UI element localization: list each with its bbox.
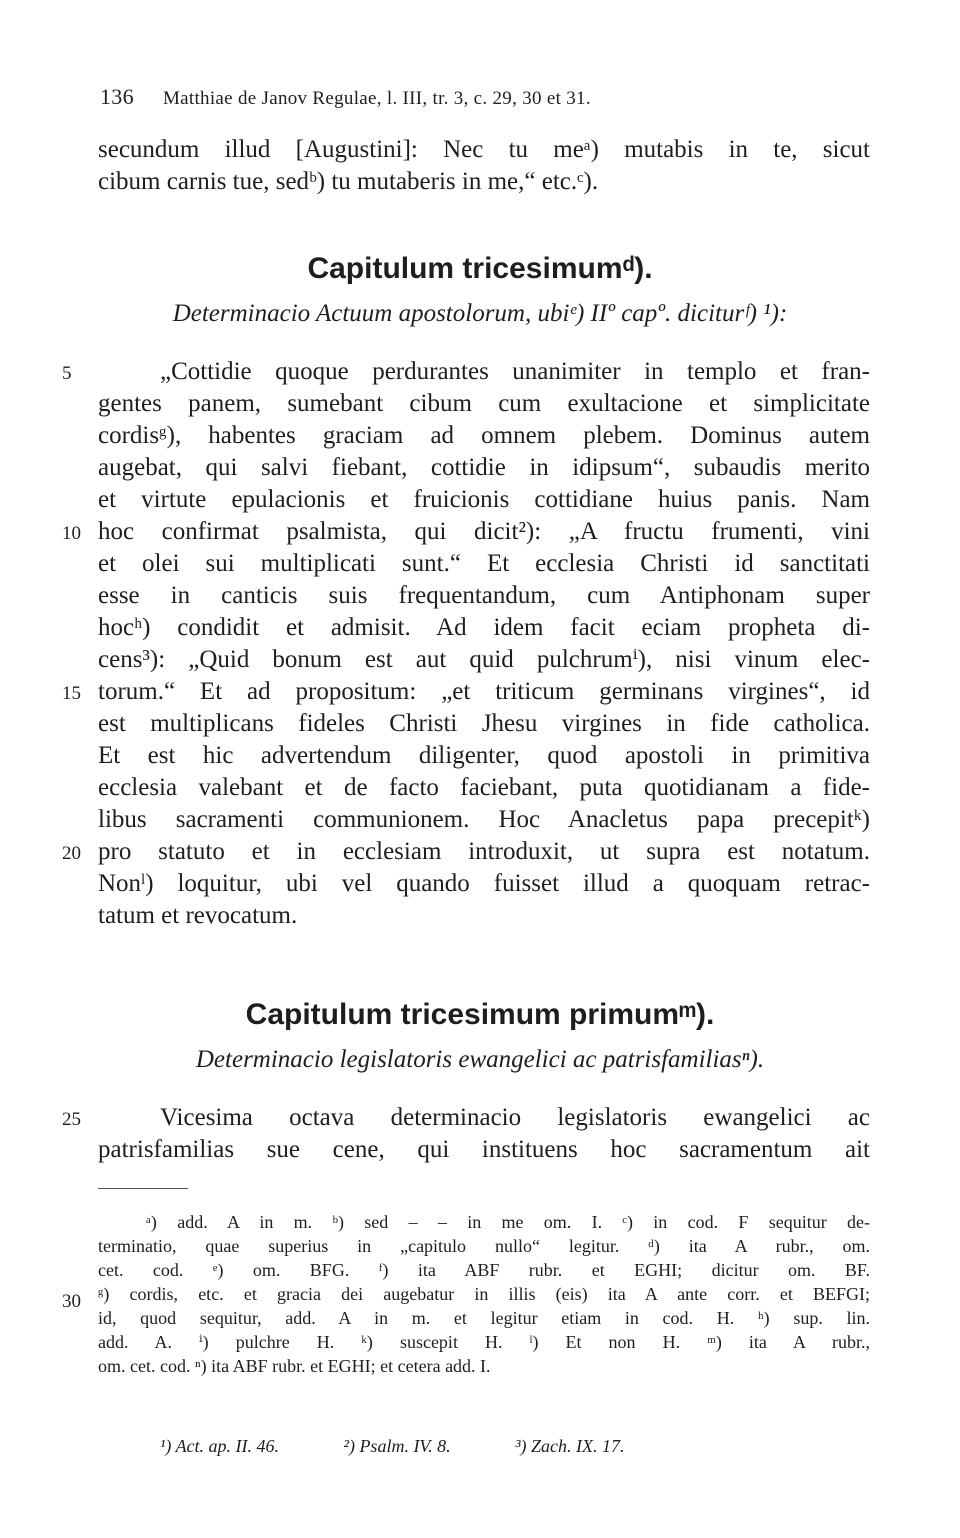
chapter-31-heading: Capitulum tricesimum primumᵐ). xyxy=(245,998,715,1031)
line-number: 25 xyxy=(62,1109,81,1130)
footnote-line: add. A. ⁱ) pulchre H. ᵏ) suscepit H. ˡ) Et non H. ᵐ) ita A rubr., xyxy=(98,1332,870,1352)
text-line: cordisᵍ), habentes graciam ad omnem plebem. Dominus autem xyxy=(98,422,870,449)
text-line: Nonˡ) loquitur, ubi vel quando fuisset illud a quoquam retrac- xyxy=(98,870,870,897)
source-note: ²) Psalm. IV. 8. xyxy=(343,1436,451,1456)
running-title: Matthiae de Janov Regulae, l. III, tr. 3, c. 29, 30 et 31. xyxy=(162,88,591,109)
text-line: augebat, qui salvi fiebant, cottidie in idipsum“, subaudis merito xyxy=(98,454,870,481)
text-line: tatum et revocatum. xyxy=(98,902,298,929)
text-line: est multiplicans fideles Christi Jhesu virgines in fide catholica. xyxy=(98,710,870,737)
text-line: et olei sui multiplicati sunt.“ Et ecclesia Christi id sanctitati xyxy=(98,550,870,577)
text-line: esse in canticis suis frequentandum, cum Antiphonam super xyxy=(98,582,870,609)
chapter-31-body xyxy=(98,1102,870,1166)
text-line: hocʰ) condidit et admisit. Ad idem facit eciam propheta di- xyxy=(98,614,870,641)
text-line: torum.“ Et ad propositum: „et triticum germinans virgines“, id xyxy=(98,678,870,705)
footnote-line: cet. cod. ᵉ) om. BFG. ᶠ) ita ABF rubr. et EGHI; dicitur om. BF. xyxy=(98,1260,870,1280)
source-note: ¹) Act. ap. II. 46. xyxy=(160,1436,280,1456)
line-number: 30 xyxy=(62,1291,81,1312)
footnote-line: om. cet. cod. ⁿ) ita ABF rubr. et EGHI; et cetera add. I. xyxy=(98,1356,491,1376)
text-line: cibum carnis tue, sedᵇ) tu mutaberis in me,“ etc.ᶜ). xyxy=(98,168,599,195)
footnote-separator xyxy=(98,1188,188,1189)
text-line: patrisfamilias sue cene, qui instituens hoc sacramentum ait xyxy=(98,1136,870,1163)
text-line: cens³): „Quid bonum est aut quid pulchrumⁱ), nisi vinum elec- xyxy=(98,646,870,673)
line-number: 5 xyxy=(62,363,72,384)
text-line: pro statuto et in ecclesiam introduxit, ut supra est notatum. xyxy=(98,838,870,865)
text-line: Vicesima octava determinacio legislatoris ewangelici ac xyxy=(160,1104,870,1131)
footnote-line: id, quod sequitur, add. A in m. et legitur etiam in cod. H. ʰ) sup. lin. xyxy=(98,1308,870,1328)
text-line: hoc confirmat psalmista, qui dicit²): „A fructu frumenti, vini xyxy=(98,518,870,545)
text-line: ecclesia valebant et de facto faciebant, puta quotidianam a fide- xyxy=(98,774,870,801)
text-line: Et est hic advertendum diligenter, quod apostoli in primitiva xyxy=(98,742,870,769)
chapter-30-subheading: Determinacio Actuum apostolorum, ubiᵉ) IIº capº. diciturᶠ) ¹): xyxy=(172,300,788,327)
footnote-line: terminatio, quae superius in „capitulo nullo“ legitur. ᵈ) ita A rubr., om. xyxy=(98,1236,870,1256)
text-line: secundum illud [Augustini]: Nec tu meᵃ) mutabis in te, sicut xyxy=(98,136,870,163)
source-references xyxy=(160,1436,685,1457)
footnote-line: ᵃ) add. A in m. ᵇ) sed – – in me om. I. ᶜ) in cod. F sequitur de- xyxy=(146,1212,870,1232)
footnote-line: ᵍ) cordis, etc. et gracia dei augebatur in illis (eis) ita A ante corr. et BEFGI; xyxy=(98,1284,870,1304)
chapter-30-body xyxy=(98,356,870,932)
chapter-30-heading: Capitulum tricesimumᵈ). xyxy=(307,252,653,285)
source-note: ³) Zach. IX. 17. xyxy=(515,1436,625,1456)
text-line: „Cottidie quoque perdurantes unanimiter in templo et fran- xyxy=(160,358,870,385)
footnotes xyxy=(98,1210,870,1378)
text-line: libus sacramenti communionem. Hoc Anacletus papa precepitᵏ) xyxy=(98,806,870,833)
text-line: et virtute epulacionis et fruicionis cottidiane huius panis. Nam xyxy=(98,486,870,513)
line-number: 10 xyxy=(62,523,81,544)
chapter-31-subheading: Determinacio legislatoris ewangelici ac patrisfamiliasⁿ). xyxy=(195,1046,765,1073)
line-number: 20 xyxy=(62,843,81,864)
intro-paragraph xyxy=(98,134,870,198)
page-number: 136 xyxy=(100,84,134,109)
line-number: 15 xyxy=(62,683,81,704)
running-header xyxy=(100,84,591,110)
text-line: gentes panem, sumebant cibum cum exultacione et simplicitate xyxy=(98,390,870,417)
